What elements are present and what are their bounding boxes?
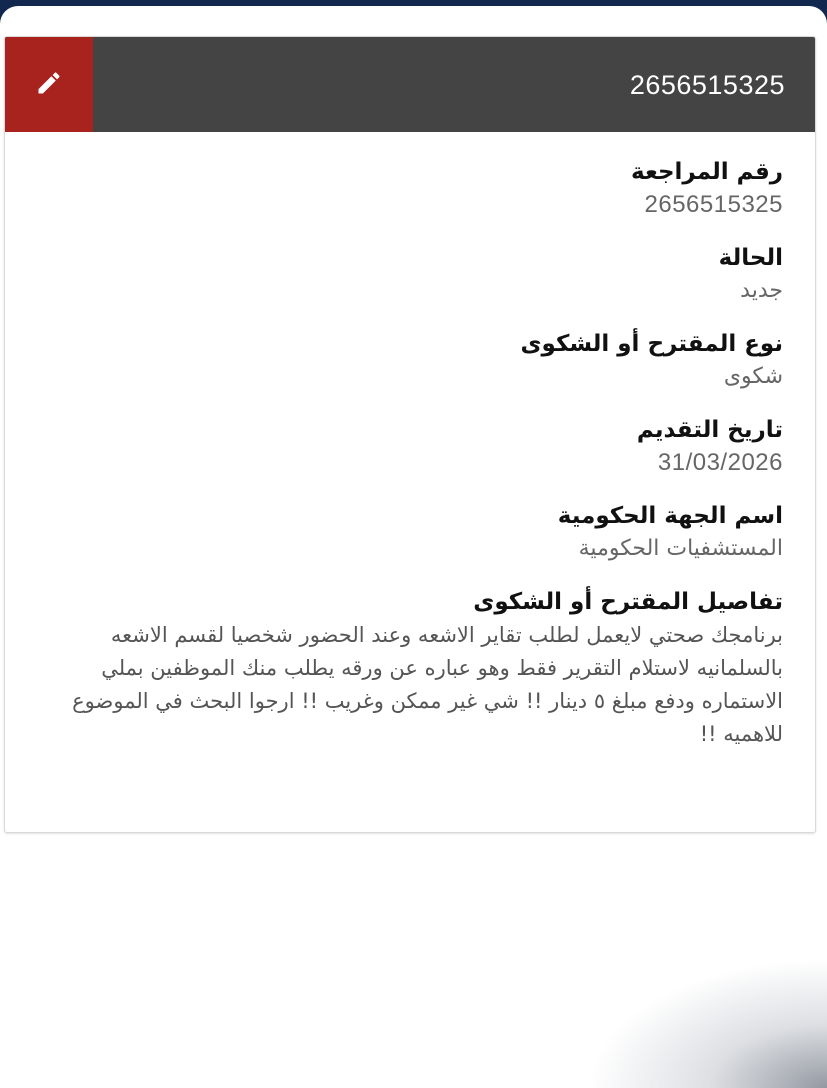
field-value: شكوى [723,364,783,389]
field-reference-number [25,155,783,221]
card-title: 2656515325 [629,70,785,100]
corner-shade [587,958,827,1088]
field-status [25,241,783,307]
field-government-entity [25,499,783,565]
field-value: برنامجك صحتي لايعمل لطلب تقاير الاشعه وعند الحضور شخصيا لقسم الاشعه بالسلمانيه لاستلام التقرير فقط وهو عباره عن ورقه يطلب منك الموظفين بملي الاستماره ودفع مبلغ ٥ دينار !! شي غير ممكن وغريب !! ارجوا البحث في الموضوع للاهميه !! [72,623,783,746]
field-label: الحالة [718,245,783,271]
field-label: نوع المقترح أو الشكوى [520,331,783,357]
field-value: جديد [740,278,783,303]
field-label: تاريخ التقديم [636,417,783,443]
field-type [25,327,783,393]
field-value: المستشفيات الحكومية [578,536,783,561]
pencil-icon [35,69,63,101]
edit-button[interactable] [5,37,93,132]
field-submission-date [25,413,783,479]
field-label: تفاصيل المقترح أو الشكوى [473,589,783,615]
field-label: رقم المراجعة [631,159,783,185]
field-details [25,585,783,751]
field-value: 31/03/2026 [657,449,783,476]
card-header [5,37,815,132]
field-value: 2656515325 [644,191,783,218]
field-label: اسم الجهة الحكومية [557,503,783,529]
detail-fields [25,155,783,771]
complaint-card [4,36,816,833]
